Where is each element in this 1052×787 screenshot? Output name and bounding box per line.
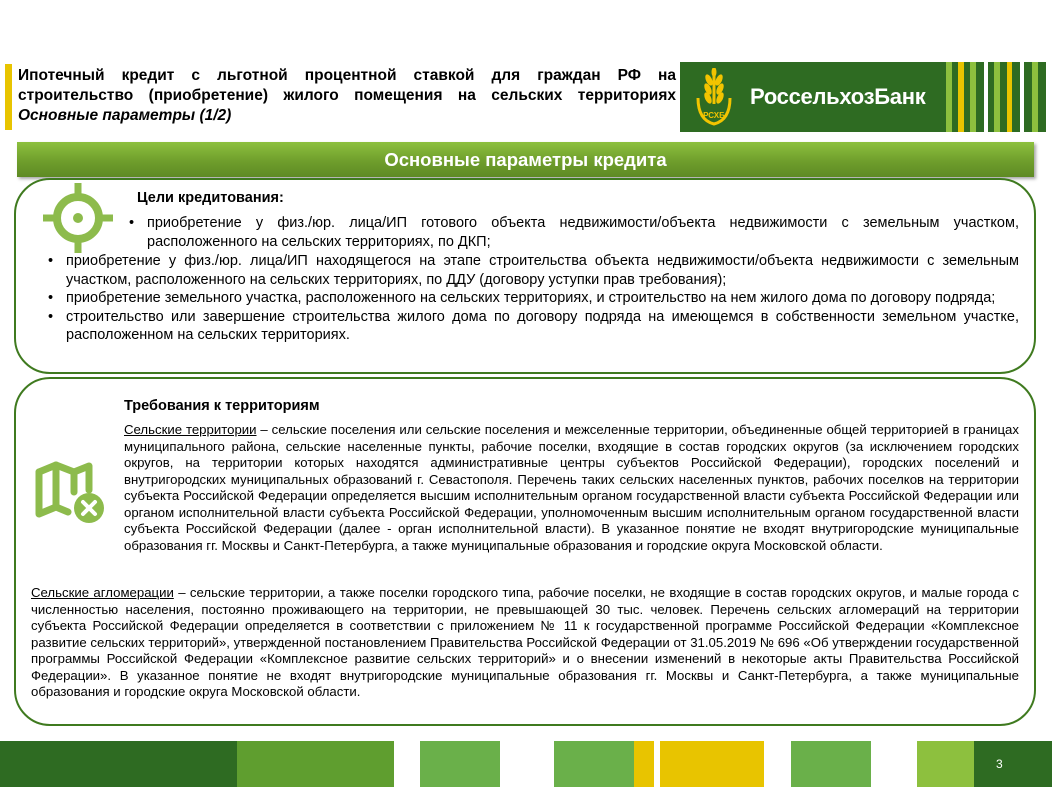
footer-block — [0, 741, 237, 787]
logo-stripe — [1020, 62, 1024, 132]
footer-block — [634, 741, 654, 787]
logo-stripe — [946, 62, 952, 132]
list-item: • приобретение у физ./юр. лица/ИП находящегося на этапе строительства объекта недвижимости/объекта недвижимости с земельным участком, расположенного на сельских территориях, по ДДУ (договору уступки прав требования); — [66, 252, 1019, 289]
goals-list-first — [147, 214, 1019, 251]
logo-stripe — [1007, 62, 1012, 132]
list-item: • строительство или завершение строительства жилого дома по договору подряда на имеющемся в собственности земельном участке, расположенном на сельских территориях. — [66, 308, 1019, 345]
footer-block — [237, 741, 394, 787]
rural-agglomerations-term: Сельские агломерации — [31, 585, 174, 600]
footer-block — [660, 741, 764, 787]
footer-block — [791, 741, 871, 787]
map-remove-icon — [34, 460, 108, 526]
footer-block — [974, 741, 1052, 787]
footer-block — [554, 741, 634, 787]
logo-stripe — [984, 62, 988, 132]
rural-agglomerations-paragraph — [31, 585, 1019, 701]
svg-text:РСХБ: РСХБ — [703, 111, 725, 120]
page-title-line-2: строительство (приобретение) жилого помещения на сельских территориях — [18, 87, 676, 104]
bank-name: РоссельхозБанк — [750, 84, 926, 109]
page-subtitle: Основные параметры (1/2) — [18, 107, 232, 124]
logo-stripe — [958, 62, 964, 132]
target-icon — [42, 182, 114, 254]
logo-stripe — [994, 62, 1000, 132]
section-banner: Основные параметры кредита — [17, 142, 1034, 177]
rural-territories-paragraph — [124, 422, 1019, 554]
footer-block — [420, 741, 500, 787]
goals-title: Цели кредитования: — [137, 190, 284, 206]
logo-stripe — [970, 62, 976, 132]
wheat-emblem-icon — [694, 68, 734, 126]
rural-territories-term: Сельские территории — [124, 422, 257, 437]
bank-logo — [680, 62, 1046, 132]
page-title-line-1: Ипотечный кредит с льготной процентной ставкой для граждан РФ на — [18, 67, 676, 84]
logo-stripe — [1032, 62, 1038, 132]
rural-agglomerations-text: – сельские территории, а также поселки городского типа, рабочие поселки, не входящие в состав городских округов, и малые города с численностью населения, постоянно проживающего на территории, не превышающей 30 тыс. человек. Перечень сельских агломераций на территории субъекта Российской Федерации определяется в соответствии с приложением № 11 к государственной программе Российской Федерации «Комплексное развитие сельских территорий», утвержденной постановлением Правительства Российской Федерации от 31.05.2019 № 696 «Об утверждении государственной программы Российской Федерации «Комплексное развитие сельских территорий» и о внесении изменений в некоторые акты Правительства Российской Федерации». В указанное понятие не входят внутригородские муниципальные образования гг. Москвы и Санкт-Петербурга, а также муниципальные образования и городские округа Московской области. — [31, 585, 1019, 699]
goals-list — [66, 252, 1019, 345]
list-item: • приобретение у физ./юр. лица/ИП готового объекта недвижимости/объекта недвижимости с земельным участком, расположенного на сельских территориях, по ДКП; — [147, 214, 1019, 251]
rural-territories-text: – сельские поселения или сельские поселения и межселенные территории, объединенные общей территорией в границах муниципального района, сельские населенные пункты, рабочие поселки, входящие в состав городских округов (за исключением городских округов, на территории которых находятся административные центры субъектов Российской Федерации), городских поселений и внутригородских муниципальных образований г. Севастополя. Перечень таких сельских населенных пунктов, рабочих поселков на территории субъекта Российской Федерации определяется высшим исполнительным органом государственной власти субъекта Российской Федерации или органом исполнительной власти субъекта Российской Федерации, уполномоченным высшим исполнительным органом государственной власти субъекта Российской Федерации (далее - орган исполнительной власти). В указанное понятие не входят внутригородские муниципальные образования гг. Москвы и Санкт-Петербурга, а также муниципальные образования и городские округа Московской области. — [124, 422, 1019, 553]
list-item: • приобретение земельного участка, расположенного на сельских территориях, и строительство на нем жилого дома по договору подряда; — [66, 289, 1019, 308]
requirements-title: Требования к территориям — [124, 398, 320, 414]
page-number: 3 — [996, 757, 1003, 771]
header-accent-bar — [5, 64, 12, 130]
footer-block — [917, 741, 974, 787]
page-header — [18, 66, 676, 126]
